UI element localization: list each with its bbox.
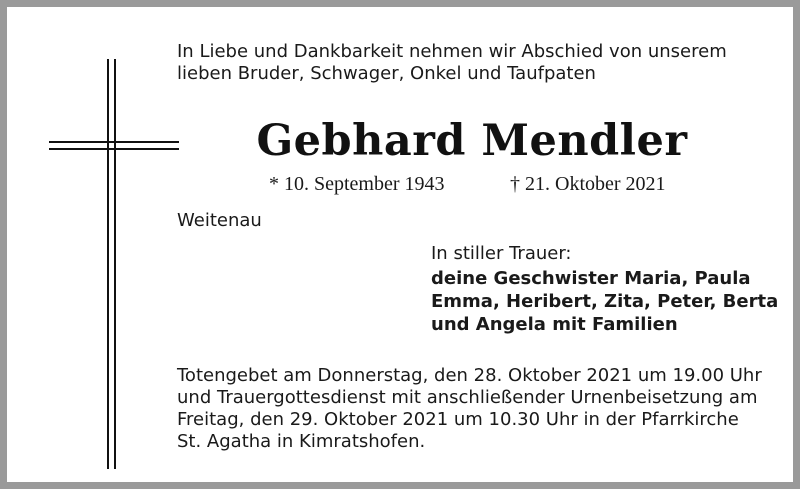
- family-line: Emma, Heribert, Zita, Peter, Berta: [431, 291, 779, 312]
- cross-icon-vertical-line: [107, 59, 109, 469]
- deceased-name: Gebhard Mendler: [256, 116, 688, 166]
- mourning-label: In stiller Trauer:: [431, 243, 572, 264]
- death-date: † 21. Oktober 2021: [510, 173, 666, 195]
- birth-date: * 10. September 1943: [269, 173, 445, 195]
- service-line: Totengebet am Donnerstag, den 28. Oktober 2021 um 19.00 Uhr: [177, 365, 762, 386]
- family-line: deine Geschwister Maria, Paula: [431, 268, 751, 289]
- service-line: Freitag, den 29. Oktober 2021 um 10.30 Uhr in der Pfarrkirche: [177, 409, 739, 430]
- obituary-card: [7, 7, 793, 482]
- cross-icon-horizontal-line: [49, 148, 179, 150]
- service-line: St. Agatha in Kimratshofen.: [177, 431, 426, 452]
- family-list: [431, 267, 778, 336]
- service-line: und Trauergottesdienst mit anschließender Urnenbeisetzung am: [177, 387, 758, 408]
- intro-line: lieben Bruder, Schwager, Onkel und Taufpaten: [177, 63, 596, 84]
- intro-line: In Liebe und Dankbarkeit nehmen wir Abschied von unserem: [177, 41, 727, 62]
- intro-text: [177, 41, 727, 85]
- cross-icon-vertical-line: [114, 59, 116, 469]
- family-line: und Angela mit Familien: [431, 314, 678, 335]
- service-info: [177, 365, 762, 453]
- place-name: Weitenau: [177, 210, 262, 231]
- cross-icon-horizontal-line: [49, 141, 179, 143]
